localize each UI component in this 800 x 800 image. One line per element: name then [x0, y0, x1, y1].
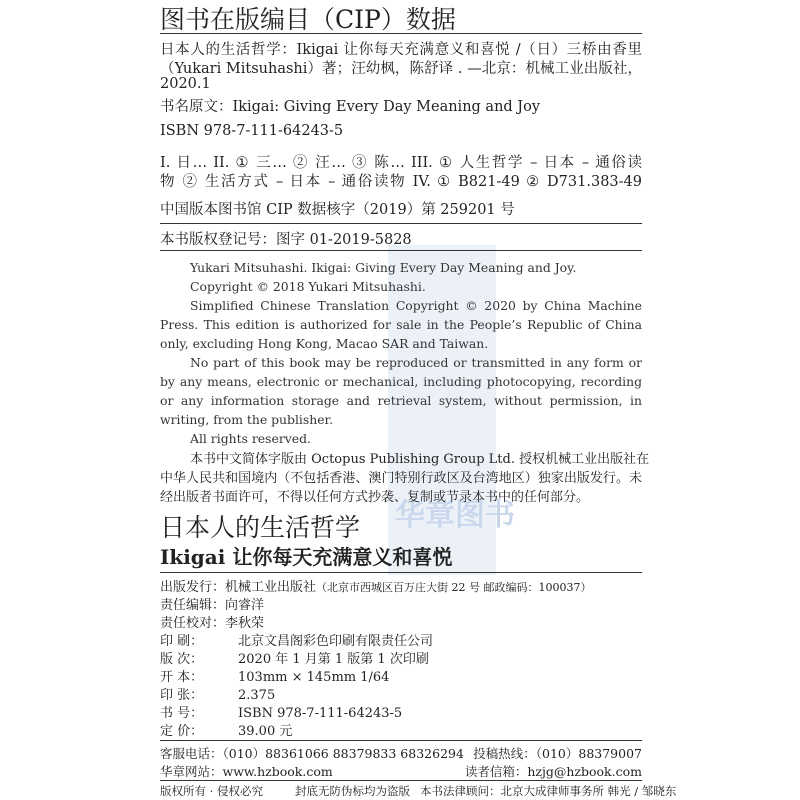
proofreader-label: 责任校对： [160, 616, 226, 631]
divider [160, 740, 642, 741]
printer-row [160, 630, 433, 649]
publisher-row [160, 576, 592, 595]
edition-label: 版 次： [160, 652, 204, 667]
rights-reserved: 版权所有 · 侵权必究 [160, 784, 263, 798]
printer-name: 北京文昌阁彩色印刷有限责任公司 [238, 634, 434, 649]
website: 华章网站：www.hzbook.com [160, 764, 333, 779]
divider [160, 223, 642, 224]
copyright-en-8: or any information storage and retrieval system, without permission, in [160, 393, 642, 408]
cip-isbn: ISBN 978-7-111-64243-5 [160, 123, 344, 139]
copyright-en-9: writing, from the publisher. [160, 412, 334, 427]
cip-class2: 物 ② 生活方式 – 日本 – 通俗读物 IV. ① B821-49 ② D731.383-49 [160, 174, 642, 190]
cip-original-title: 书名原文：Ikigai: Giving Every Day Meaning and Joy [160, 99, 541, 115]
copyright-en-10: All rights reserved. [190, 431, 311, 446]
service-phone: 客服电话：（010）88361066 88379833 68326294 [160, 746, 464, 761]
divider [160, 33, 642, 34]
copyright-en-2: Copyright © 2018 Yukari Mitsuhashi. [190, 279, 426, 294]
printer-label: 印 刷： [160, 634, 204, 649]
editor-name: 向睿洋 [225, 598, 265, 613]
copyright-en-7: by any means, electronic or mechanical, including photocopying, recording [160, 374, 642, 389]
edition-value: 2020 年 1 月第 1 版第 1 次印刷 [238, 652, 429, 667]
legal-counsel: 本书法律顾问：北京大成律师事务所 韩光 / 邹晓东 [420, 784, 677, 798]
publisher-label: 出版发行： [160, 580, 226, 595]
cip-line1: 日本人的生活哲学：Ikigai 让你每天充满意义和喜悦 /（日）三桥由香里 [160, 42, 642, 58]
reader-email: 读者信箱：hzjg@hzbook.com [464, 764, 642, 779]
price-row [160, 720, 292, 739]
price-value: 39.00 元 [238, 724, 293, 739]
copyright-en-5: only, excluding Hong Kong, Macao SAR and Taiwan. [160, 336, 489, 351]
sheets-row [160, 684, 275, 703]
format-value: 103mm × 145mm 1/64 [238, 670, 390, 685]
copyright-en-1: Yukari Mitsuhashi. Ikigai: Giving Every Day Meaning and Joy. [190, 260, 577, 275]
isbn-label: 书 号： [160, 706, 204, 721]
submission-phone: 投稿热线：（010）88379007 [473, 746, 642, 761]
copyright-en-4: Press. This edition is authorized for sale in the People’s Republic of China [160, 317, 642, 332]
divider [160, 572, 642, 573]
copyright-en-3: Simplified Chinese Translation Copyright © 2020 by China Machine [190, 298, 642, 313]
price-label: 定 价： [160, 724, 204, 739]
editor-label: 责任编辑： [160, 598, 226, 613]
publisher-name: 机械工业出版社 [225, 580, 317, 595]
cip-heading: 图书在版编目（CIP）数据 [160, 5, 456, 34]
format-row [160, 666, 389, 685]
edition-row [160, 648, 429, 667]
editor-row [160, 594, 264, 613]
proofreader-row [160, 612, 264, 631]
cip-line2: （Yukari Mitsuhashi）著；汪幼枫，陈舒译 . —北京：机械工业出版社， [160, 61, 642, 77]
authorization-cn-1: 本书中文简体字版由 Octopus Publishing Group Ltd. 授权机械工业出版社在 [190, 452, 650, 467]
authorization-cn-2: 中华人民共和国境内（不包括香港、澳门特别行政区及台湾地区）独家出版发行。未 [160, 471, 642, 486]
divider [160, 780, 642, 781]
format-label: 开 本： [160, 670, 204, 685]
cip-line3: 2020.1 [160, 76, 211, 92]
copyright-en-6: No part of this book may be reproduced or transmitted in any form or [190, 355, 642, 370]
authorization-cn-3: 经出版者书面许可，不得以任何方式抄袭、复制或节录本书中的任何部分。 [160, 490, 590, 505]
book-subtitle: Ikigai 让你每天充满意义和喜悦 [160, 545, 453, 569]
proofreader-name: 李秋荣 [225, 616, 265, 631]
book-title: 日本人的生活哲学 [160, 513, 361, 542]
isbn-value: ISBN 978-7-111-64243-5 [238, 706, 403, 721]
isbn-row [160, 702, 402, 721]
copyright-registration: 本书版权登记号：图字 01-2019-5828 [160, 232, 412, 248]
watermark-text: 华章图书 [395, 498, 515, 533]
cip-core-number: 中国版本图书馆 CIP 数据核字（2019）第 259201 号 [160, 202, 515, 218]
publisher-address: （北京市西城区百万庄大街 22 号 邮政编码：100037） [316, 581, 592, 594]
sheets-label: 印 张： [160, 688, 204, 703]
divider [160, 250, 642, 251]
anti-counterfeit: 封底无防伪标均为盗版 [295, 784, 410, 798]
sheets-value: 2.375 [238, 688, 276, 703]
cip-class1: I. 日… II. ① 三… ② 汪… ③ 陈… III. ① 人生哲学 – 日本 – 通俗读 [160, 155, 642, 171]
